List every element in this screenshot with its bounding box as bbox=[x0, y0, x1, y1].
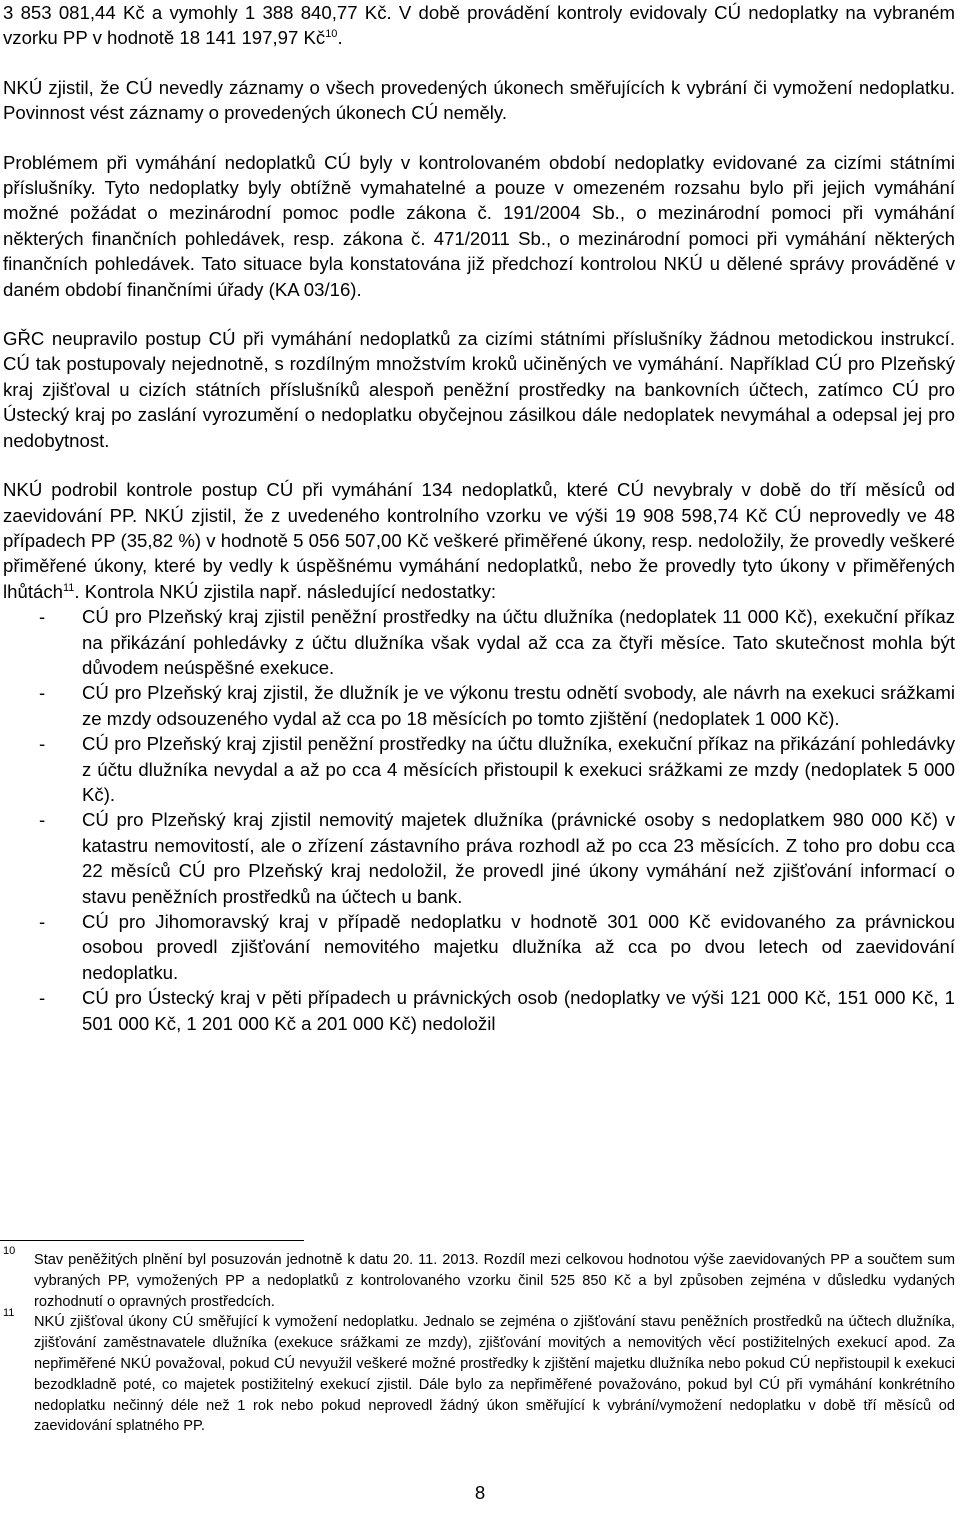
footnote-10 bbox=[3, 1245, 955, 1312]
footnote-11 bbox=[3, 1307, 955, 1437]
paragraph-3: Problémem při vymáhání nedoplatků CÚ byly v kontrolovaném období nedoplatky evidované za cizími státními příslušníky. Tyto nedoplatky byly obtížně vymahatelné a pouze v omezeném rozsahu bylo při jejich vymáhání možné požádat o mezinárodní pomoc podle zákona č. 191/2004 Sb., o mezinárodní pomoci při vymáhání některých finančních pohledávek, resp. zákona č. 471/2011 Sb., o mezinárodní pomoci při vymáhání některých finančních pohledávek. Tato situace byla konstatována již předchozí kontrolou NKÚ u dělené správy prováděné v daném období finančními úřady (KA 03/16). bbox=[3, 151, 955, 300]
paragraph-1 bbox=[3, 0, 955, 51]
list-dash: - bbox=[39, 987, 46, 1009]
footnote-separator bbox=[0, 1240, 304, 1241]
deficiency-list bbox=[3, 604, 955, 1036]
list-item-text: CÚ pro Plzeňský kraj zjistil, že dlužník je ve výkonu trestu odnětí svobody, ale návrh na exekuci srážkami ze mzdy odsouzeného vydal až cca po 18 měsících po tomto zjištění (nedoplatek 1 000 Kč). bbox=[82, 682, 955, 729]
list-dash: - bbox=[39, 911, 46, 932]
list-dash: - bbox=[39, 682, 46, 704]
paragraph-5 bbox=[3, 477, 955, 604]
list-item bbox=[3, 731, 955, 807]
list-dash: - bbox=[39, 809, 46, 831]
list-item bbox=[3, 985, 955, 1036]
footnote-ref-10: 10 bbox=[325, 28, 338, 41]
page-number: 8 bbox=[474, 1482, 486, 1503]
list-item bbox=[3, 680, 955, 731]
paragraph-1-text: 3 853 081,44 Kč a vymohly 1 388 840,77 Kč. V době provádění kontroly evidovaly CÚ nedoplatky na vybraném vzorku PP v hodnotě 18 141 197,97 Kč bbox=[3, 2, 955, 49]
list-item bbox=[3, 807, 955, 909]
footnotes bbox=[3, 1245, 955, 1437]
list-item-text: CÚ pro Plzeňský kraj zjistil peněžní prostředky na účtu dlužníka (nedoplatek 11 000 Kč), exekuční příkaz na přikázání pohledávky z účtu dlužníka však vydal až cca za čtyři měsíce. Tato skutečnost mohla být důvodem neúspěšné exekuce. bbox=[82, 606, 955, 678]
paragraph-4: GŘC neupravilo postup CÚ při vymáhání nedoplatků za cizími státními příslušníky žádnou metodickou instrukcí. CÚ tak postupovaly nejednotně, s rozdílným množstvím kroků učiněných ve vymáhání. Například CÚ pro Plzeňský kraj zjišťoval u cizích státních příslušníků alespoň peněžní prostředky na bankovních účtech, zatímco CÚ pro Ústecký kraj po zaslání vyrozumění o nedoplatku obyčejnou zásilkou dále nedoplatek nevymáhal a odepsal jej pro nedobytnost. bbox=[3, 328, 955, 451]
list-item bbox=[3, 604, 955, 680]
footnote-ref-11: 11 bbox=[62, 581, 75, 594]
list-dash: - bbox=[39, 606, 46, 628]
list-item-text: CÚ pro Jihomoravský kraj v případě nedoplatku v hodnotě 301 000 Kč evidovaného za právnickou osobou provedl zjišťování nemovitého majetku dlužníka až cca po dvou letech od zaevidování nedoplatku. bbox=[82, 911, 955, 983]
list-item bbox=[3, 909, 955, 985]
list-dash: - bbox=[39, 733, 46, 755]
footnote-text: NKÚ zjišťoval úkony CÚ směřující k vymožení nedoplatku. Jednalo se zejména o zjišťování stavu peněžních prostředků na účtech dlužníka, zjišťování zaměstnavatele dlužníka (exekuce srážkami ze mzdy), zjišťování movitých a nemovitých věcí postižitelných exekucí apod. Za nepřiměřené NKÚ považoval, pokud CÚ nevyužil veškeré možné prostředky k zjištění majetku dlužníka nebo pokud CÚ nepřistoupil k exekuci bezodkladně poté, co majetek postižitelný exekucí zjistil. Dále bylo za nepřiměřené považováno, pokud byl CÚ při vymáhání konkrétního nedoplatku nečinný déle než 1 rok nebo pokud neprovedl žádný úkon směřující k vybrání/vymožení nedoplatku v době tří měsíců od zaevidování splatného PP. bbox=[34, 1314, 955, 1435]
paragraph-2: NKÚ zjistil, že CÚ nevedly záznamy o všech provedených úkonech směřujících k vybrání či vymožení nedoplatku. Povinnost vést záznamy o provedených úkonech CÚ neměly. bbox=[3, 76, 955, 124]
paragraph-1-end: . bbox=[337, 27, 343, 49]
footnote-number: 10 bbox=[3, 1245, 16, 1257]
list-item-text: CÚ pro Plzeňský kraj zjistil peněžní prostředky na účtu dlužníka, exekuční příkaz na přikázání pohledávky z účtu dlužníka nevydal a až po cca 4 měsících přistoupil k exekuci srážkami ze mzdy (nedoplatek 5 000 Kč). bbox=[82, 733, 955, 805]
footnote-number: 11 bbox=[3, 1307, 15, 1320]
list-item-text: CÚ pro Ústecký kraj v pěti případech u právnických osob (nedoplatky ve výši 121 000 Kč, 151 000 Kč, 1 501 000 Kč, 1 201 000 Kč a 201 000 Kč) nedoložil bbox=[82, 987, 955, 1034]
list-item-text: CÚ pro Plzeňský kraj zjistil nemovitý majetek dlužníka (právnické osoby s nedoplatkem 980 000 Kč) v katastru nemovitostí, ale o zřízení zástavního práva rozhodl až po cca 23 měsících. Z toho pro dobu cca 22 měsíců CÚ pro Plzeňský kraj nedoložil, že provedl jiné úkony vymáhání než zjišťování informací o stavu peněžních prostředků na účtech u bank. bbox=[82, 809, 955, 907]
footnote-text: Stav peněžitých plnění byl posuzován jednotně k datu 20. 11. 2013. Rozdíl mezi celkovou hodnotou výše zaevidovaných PP a součtem sum vybraných PP, vymožených PP a nedoplatků z kontrolovaného vzorku činil 525 850 Kč a byl způsoben zejména v důsledku vydaných rozhodnutí o opravných prostředcích. bbox=[34, 1252, 955, 1310]
paragraph-5-end: . Kontrola NKÚ zjistila např. následující nedostatky: bbox=[74, 580, 497, 602]
main-text bbox=[3, 0, 955, 1036]
paragraph-5-text: NKÚ podrobil kontrole postup CÚ při vymáhání 134 nedoplatků, které CÚ nevybraly v době do tří měsíců od zaevidování PP. NKÚ zjistil, že z uvedeného kontrolního vzorku ve výši 19 908 598,74 Kč CÚ neprovedly ve 48 případech PP (35,82 %) v hodnotě 5 056 507,00 Kč veškeré přiměřené úkony, resp. nedoložily, že provedly veškeré přiměřené úkony, které by vedly k úspěšnému vymáhání nedoplatků, nebo že provedly tyto úkony v přiměřených lhůtách bbox=[3, 479, 955, 602]
